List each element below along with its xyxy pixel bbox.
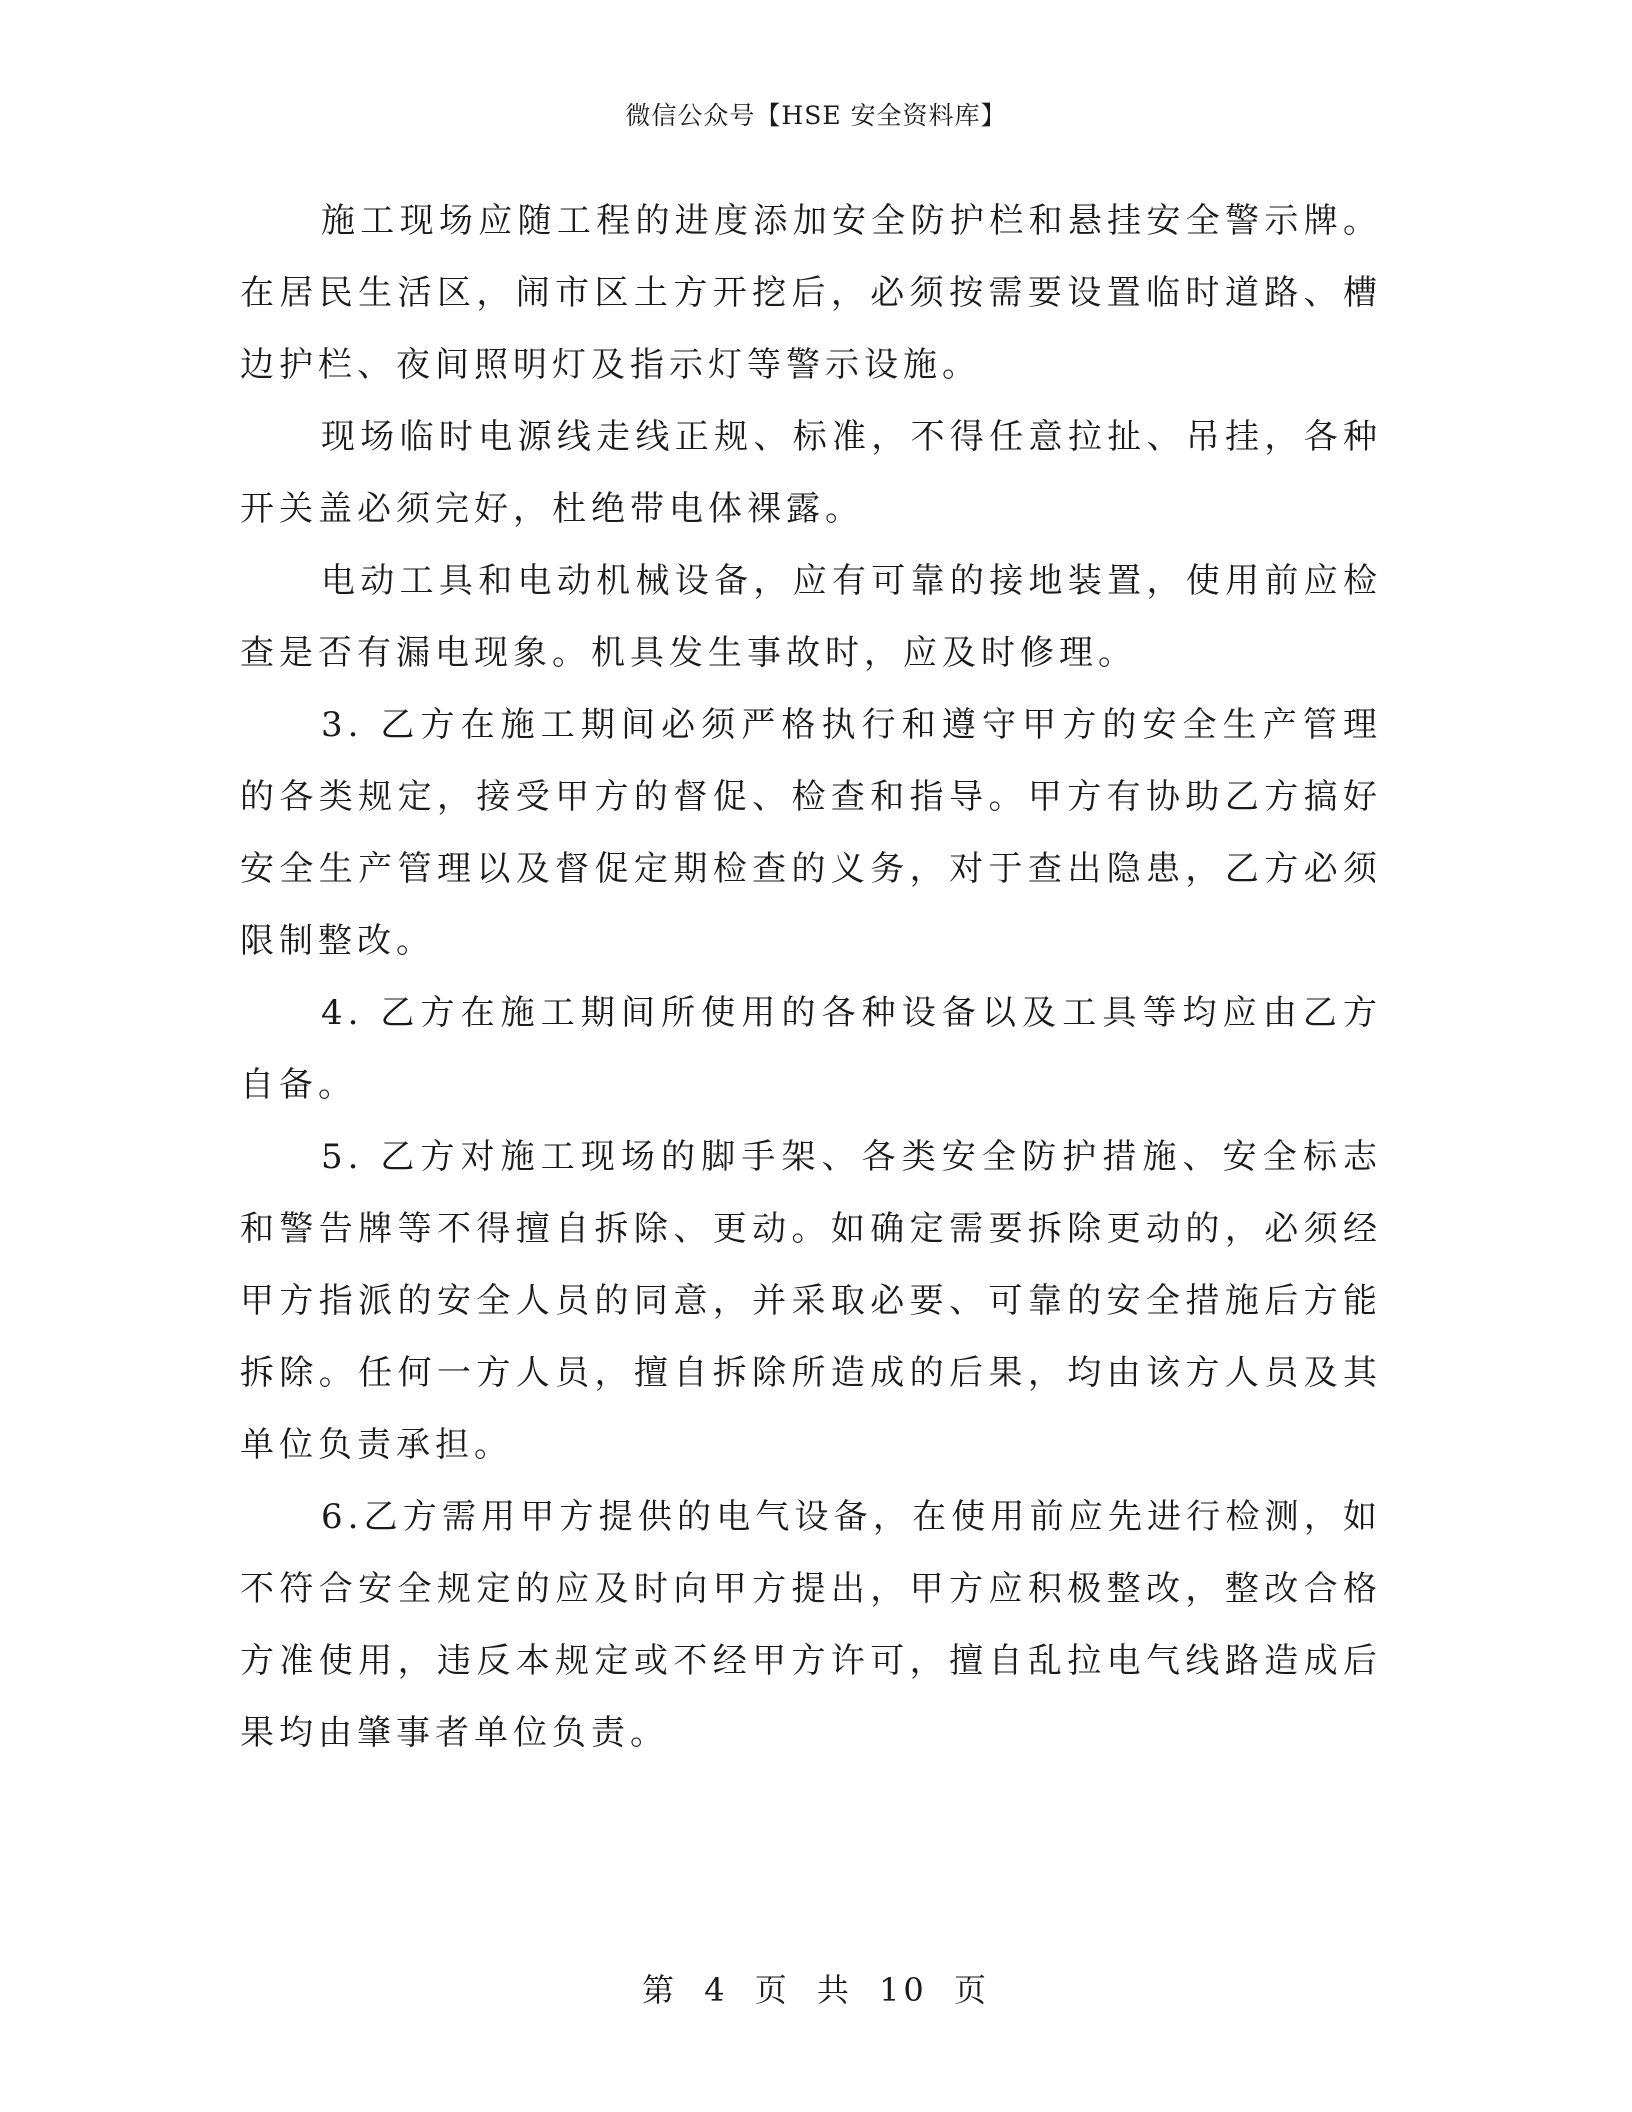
paragraph: 现场临时电源线走线正规、标准，不得任意拉扯、吊挂，各种开关盖必须完好，杜绝带电体裸露。: [240, 417, 1382, 529]
paragraph: 5. 乙方对施工现场的脚手架、各类安全防护措施、安全标志和警告牌等不得擅自拆除、更动。如确定需要拆除更动的，必须经甲方指派的安全人员的同意，并采取必要、可靠的安全措施后方能拆除。任何一方人员，擅自拆除所造成的后果，均由该方人员及其单位负责承担。: [240, 1137, 1382, 1465]
paragraph: 3. 乙方在施工期间必须严格执行和遵守甲方的安全生产管理的各类规定，接受甲方的督促、检查和指导。甲方有协助乙方搞好安全生产管理以及督促定期检查的义务，对于查出隐患，乙方必须限制整改。: [240, 705, 1382, 961]
paragraph: 电动工具和电动机械设备，应有可靠的接地装置，使用前应检查是否有漏电现象。机具发生事故时，应及时修理。: [240, 561, 1382, 673]
document-body: [240, 185, 1382, 1769]
paragraph: 6.乙方需用甲方提供的电气设备，在使用前应先进行检测，如不符合安全规定的应及时向甲方提出，甲方应积极整改，整改合格方准使用，违反本规定或不经甲方许可，擅自乱拉电气线路造成后果均由肇事者单位负责。: [240, 1497, 1382, 1753]
paragraph: 施工现场应随工程的进度添加安全防护栏和悬挂安全警示牌。在居民生活区，闹市区土方开挖后，必须按需要设置临时道路、槽边护栏、夜间照明灯及指示灯等警示设施。: [240, 201, 1382, 385]
paragraph: 4. 乙方在施工期间所使用的各种设备以及工具等均应由乙方自备。: [240, 993, 1382, 1105]
page-number-footer: 第 4 页 共 10 页: [642, 1971, 990, 2009]
page-header: 微信公众号【HSE 安全资料库】: [625, 101, 1007, 130]
